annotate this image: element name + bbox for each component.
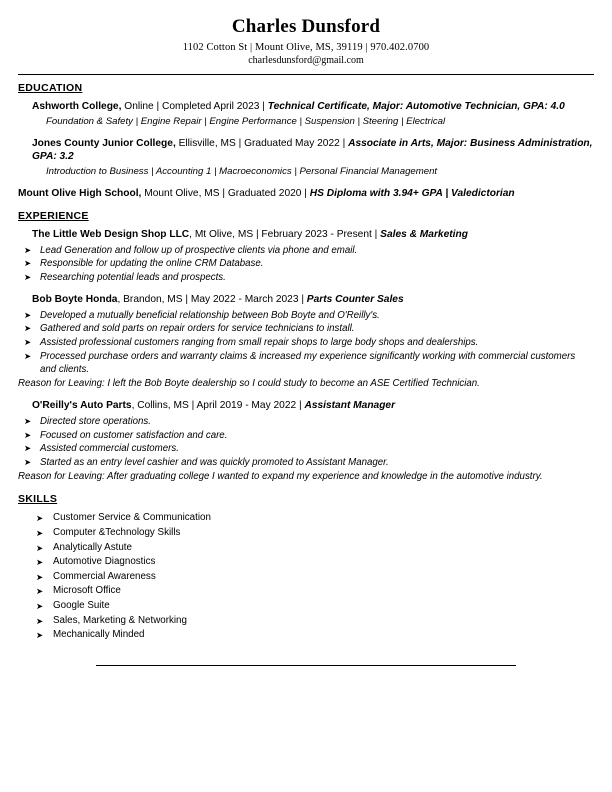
list-item: ➤ Customer Service & Communication — [18, 511, 594, 526]
list-item: ➤ Automotive Diagnostics — [18, 555, 594, 570]
education-org: Jones County Junior College, — [32, 137, 176, 149]
list-item: ➤ Sales, Marketing & Networking — [18, 614, 594, 629]
list-item: ➤ Started as an entry level cashier and was quickly promoted to Assistant Manager. — [18, 456, 594, 469]
education-courses: Introduction to Business | Accounting 1 | Macroeconomics | Personal Financial Management — [46, 165, 438, 177]
list-item: ➤ Mechanically Minded — [18, 628, 594, 643]
experience-role: Assistant Manager — [304, 400, 396, 412]
education-credential: Technical Certificate, Major: Automotive Technician, GPA: 4.0 — [267, 101, 565, 112]
experience-entry — [18, 293, 594, 390]
skills-section — [18, 493, 594, 642]
list-item: ➤ Analytically Astute — [18, 541, 594, 556]
education-entry-head — [18, 187, 594, 201]
reason-for-leaving — [18, 470, 594, 483]
reason-label: Reason for Leaving — [18, 471, 103, 483]
resume-header — [18, 16, 594, 66]
education-entry-head — [32, 137, 594, 164]
experience-entry — [18, 399, 594, 483]
contact-line: 1102 Cotton St | Mount Olive, MS, 39119 | 970.402.0700 — [182, 42, 430, 53]
email-line: charlesdunsford@gmail.com — [248, 55, 364, 66]
experience-section — [18, 210, 594, 483]
education-entry — [18, 137, 594, 178]
footer-divider — [96, 665, 516, 666]
list-item: ➤ Microsoft Office — [18, 584, 594, 599]
experience-role: Parts Counter Sales — [306, 294, 404, 306]
reason-label: Reason for Leaving — [18, 378, 103, 390]
experience-entry-head — [32, 399, 594, 413]
list-item: ➤ Google Suite — [18, 599, 594, 614]
list-item: ➤ Directed store operations. — [18, 415, 594, 428]
experience-bullets — [18, 415, 594, 469]
header-divider — [18, 74, 594, 75]
experience-bullets — [18, 309, 594, 377]
education-credential: HS Diploma with 3.94+ GPA | Valedictorian — [309, 187, 515, 199]
page-title: Charles Dunsford — [231, 16, 381, 37]
list-item: ➤ Assisted commercial customers. — [18, 442, 594, 455]
list-item: ➤ Commercial Awareness — [18, 570, 594, 585]
experience-meta: , Mt Olive, MS | February 2023 - Present | — [189, 229, 381, 240]
education-meta: Ellisville, MS | Graduated May 2022 | — [175, 137, 349, 149]
education-courses: Foundation & Safety | Engine Repair | Engine Performance | Suspension | Steering | Electrical — [46, 115, 446, 127]
experience-org: The Little Web Design Shop LLC — [32, 229, 190, 240]
experience-entry — [18, 228, 594, 284]
experience-heading: EXPERIENCE — [18, 210, 89, 222]
education-meta: Online | Completed April 2023 | — [121, 101, 268, 112]
experience-meta: , Brandon, MS | May 2022 - March 2023 | — [117, 294, 307, 306]
education-credential: Associate in Arts, Major: Business Administration, GPA: 3.2 — [32, 137, 593, 162]
list-item: ➤ Researching potential leads and prospects. — [18, 271, 594, 284]
skills-list — [18, 511, 594, 642]
education-org: Ashworth College, — [32, 101, 122, 112]
list-item: ➤ Responsible for updating the online CRM Database. — [18, 257, 594, 270]
experience-meta: , Collins, MS | April 2019 - May 2022 | — [131, 400, 305, 412]
experience-entry-head — [32, 293, 594, 307]
education-section — [18, 82, 594, 200]
list-item: ➤ Gathered and sold parts on repair orders for service technicians to install. — [18, 322, 594, 335]
education-heading: EDUCATION — [18, 82, 83, 94]
education-entry-head — [32, 100, 594, 114]
experience-entry-head — [32, 228, 594, 242]
education-entry — [18, 187, 594, 201]
experience-org: O'Reilly's Auto Parts — [32, 400, 132, 412]
education-entry — [18, 100, 594, 128]
education-org: Mount Olive High School, — [18, 187, 142, 199]
reason-for-leaving — [18, 377, 594, 390]
experience-role: Sales & Marketing — [380, 229, 468, 240]
reason-text: : After graduating college I wanted to expand my experience and knowledge in the automotive industry. — [102, 471, 543, 483]
list-item: ➤ Focused on customer satisfaction and care. — [18, 429, 594, 442]
skills-heading: SKILLS — [18, 493, 58, 506]
list-item: ➤ Processed purchase orders and warranty claims & increased my experience significantly working with commercial customers and clients. — [18, 350, 594, 376]
experience-org: Bob Boyte Honda — [32, 294, 118, 306]
education-meta: Mount Olive, MS | Graduated 2020 | — [141, 187, 310, 199]
list-item: ➤ Assisted professional customers ranging from small repair shops to large body shops and dealerships. — [18, 336, 594, 349]
list-item: ➤ Computer &Technology Skills — [18, 526, 594, 541]
reason-text: : I left the Bob Boyte dealership so I could study to become an ASE Certified Technician. — [102, 378, 480, 390]
list-item: ➤ Developed a mutually beneficial relationship between Bob Boyte and O'Reilly's. — [18, 309, 594, 322]
experience-bullets — [18, 244, 594, 285]
list-item: ➤ Lead Generation and follow up of prospective clients via phone and email. — [18, 244, 594, 257]
